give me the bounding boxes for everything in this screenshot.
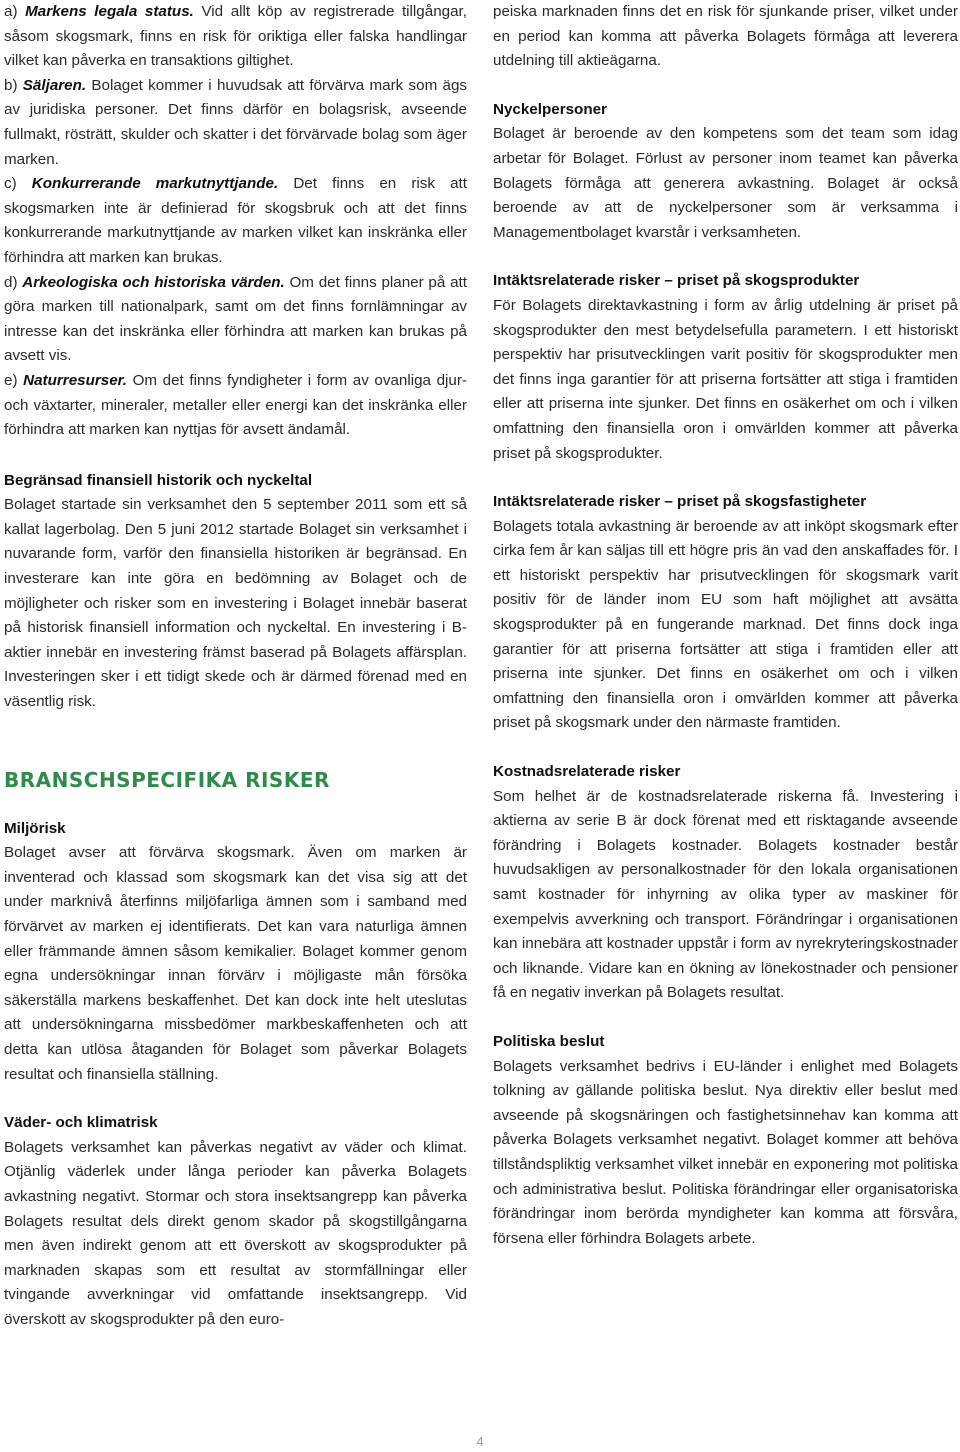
right-column [493,0,958,1251]
history-text: Bolaget startade sin verksamhet den 5 september 2011 som ett så kallat lagerbolag. Den 5 juni 2012 startade Bolaget sin verksamhet i nuvarande form, varför den finansiella historiken är begränsad. En investerare kan inte göra en bedömning av Bolaget och de möjligheter och risker som en investering i Bolaget innebär baserat på historisk finansiell information och nyckeltal. En investering i B-aktier innebär en investering främst baserad på Bolagets affärsplan. Investeringen sker i ett tidigt skede och är därmed förenad med en väsentlig risk. [4,496,467,711]
income-products-text: För Bolagets direktavkastning i form av årlig utdelning är priset på skogsprodukter den mest betydelsefulla parametern. I ett historiskt perspektiv har prisutvecklingen varit positiv för skogsprodukter men det finns inga garantier för att priserna fortsätter att stiga i framtiden eller att priserna inte sjunker. Det finns en osäkerhet om och i vilken omfattning den finansiella oron i omvärlden kommer att påverka priset på skogsprodukter. [493,296,958,462]
environment-text: Bolaget avser att förvärva skogsmark. Även om marken är inventerad och klassad som skogsmark kan det visa sig att det under marknivå återfinns miljöfarliga ämnen som i samband med förvärvet av marken ej identifierats. Det kan vara naturliga ämnen eller främmande ämnen såsom kemikalier. Bolaget kommer genom egna undersökningar innan förvärv i möjligaste mån försöka säkerställa markens beskaffenhet. Det kan dock inte helt uteslutas att undersökningarna missbedömer markbeskaffenheten och att detta kan utlösa åtaganden för Bolaget som påverkar Bolagets resultat och finansiella ställning. [4,844,467,1083]
costs-text: Som helhet är de kostnadsrelaterade riskerna få. Investering i aktierna av serie B är dock förenat med ett risktagande avseende förändring i Bolagets kostnader. Bolagets kostnader består huvudsakligen av personalkostnader för den lokala organisationen samt kostnader för inhyrning av olika typer av maskiner för exempelvis avverkning och transport. Förändringar i organisationen kan innebära att kostnader uppstår i form av nyrekryteringskostnader och liknande. Vidare kan en ökning av lönekostnader och pensioner få en negativ inverkan på Bolagets resultat. [493,787,958,1002]
weather-heading: Väder- och klimatrisk [4,1114,158,1132]
continuation-text: peiska marknaden finns det en risk för sjunkande priser, vilket under en period kan komma att påverka Bolagets förmåga att leverera utdelning till aktieägarna. [493,3,958,70]
politics-text: Bolagets verksamhet bedrivs i EU-länder i enlighet med Bolagets tolkning av gällande politiska beslut. Nya direktiv eller beslut med avseende på skogsnäringen och fastighetsinnehav kan komma att påverka Bolagets verksamhet negativt. Bolaget kommer att behöva tillståndspliktig verksamhet vilket innebär en exponering mot politiska och administrativa beslut. Politiska förändringar eller organisatoriska förändringar inom berörda myndigheter kan komma att försvåra, försena eller förhindra Bolagets arbete. [493,1057,958,1247]
key-people-heading: Nyckelpersoner [493,100,607,118]
costs-heading: Kostnadsrelaterade risker [493,763,681,781]
list-item: b) Säljaren. Bolaget kommer i huvudsak att förvärva mark som ägs av juridiska personer. Det finns därför en bolagsrisk, avseende fullmakt, rösträtt, skulder och skatter i det förvärvade bolag som äger marken. [4,76,467,168]
environment-heading: Miljörisk [4,819,66,837]
list-item: e) Naturresurser. Om det finns fyndigheter i form av ovanliga djur- och växtarter, mineraler, metaller eller energi kan det inskränka eller förhindra att marken kan nyttjas för avsett ändamål. [4,371,467,439]
weather-text: Bolagets verksamhet kan påverkas negativt av väder och klimat. Otjänlig väderlek under långa perioder kan påverka Bolagets avkastning negativt. Stormar och stora insektsangrepp kan påverka Bolagets resultat dels direkt genom skador på skogstillgångarna men även indirekt genom att ett överskott av skogsprodukter på marknaden skapas som ett resultat av stormfällningar eller tvingande avverkningar vid omfattande insektsangrepp. Vid överskott av skogsprodukter på den euro- [4,1138,467,1328]
list-item: a) Markens legala status. Vid allt köp av registrerade tillgångar, såsom skogsmark, finns en risk för oriktiga eller falska handlingar vilket kan påverka en transaktions giltighet. [4,3,467,70]
page-number: 4 [476,1434,484,1449]
risk-list [4,0,467,443]
left-column [4,0,467,1333]
list-item: c) Konkurrerande markutnyttjande. Det finns en risk att skogsmarken inte är definierad för skogsbruk och att det finns konkurrerande markutnyttjande av marken vilket kan inskränka eller förhindra att marken kan brukas. [4,175,467,266]
income-property-heading: Intäktsrelaterade risker – priset på skogsfastigheter [493,493,867,511]
income-products-heading: Intäktsrelaterade risker – priset på skogsprodukter [493,272,860,290]
list-item: d) Arkeologiska och historiska värden. Om det finns planer på att göra marken till nationalpark, samt om det finns fornlämningar av intresse kan det inskränka eller förhindra att marken kan brukas på avsett vis. [4,273,467,365]
politics-heading: Politiska beslut [493,1032,605,1050]
section-title: BRANSCHSPECIFIKA RISKER [4,767,330,792]
income-property-text: Bolagets totala avkastning är beroende av att inköpt skogsmark efter cirka fem år kan säljas till ett högre pris än vad den anskaffades för. I ett historiskt perspektiv har prisutvecklingen för skogsmark varit positiv för de länder inom EU som haft möjlighet att avsätta skogsprodukter på en fungerande marknad. Det finns dock inga garantier för att priserna fortsätter att stiga i framtiden eller att priserna inte sjunker. Det finns en osäkerhet om och i vilken omfattning den finansiella oron i omvärlden kommer att påverka priset på skogsmark under den närmaste framtiden. [493,517,958,732]
history-heading: Begränsad finansiell historik och nyckeltal [4,471,313,489]
key-people-text: Bolaget är beroende av den kompetens som det team som idag arbetar för Bolaget. Förlust av personer inom teamet kan påverka Bolagets förmåga att generera avkastning. Bolaget är också beroende av att de nyckelpersoner som är verksamma i Managementbolaget kvarstår i verksamheten. [493,125,958,241]
